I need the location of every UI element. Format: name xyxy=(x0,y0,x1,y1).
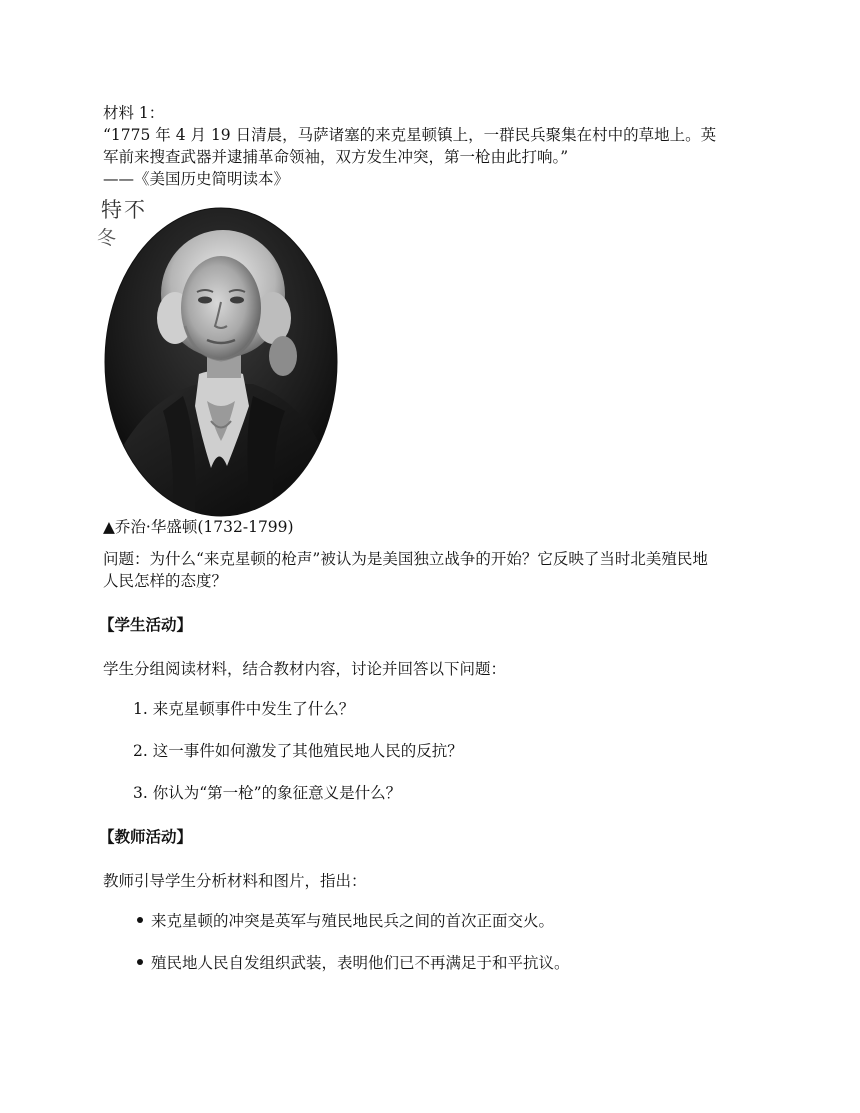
student-activity-intro: 学生分组阅读材料，结合教材内容，讨论并回答以下问题： xyxy=(103,660,507,678)
quote-line: 军前来搜查武器并逮捕革命领袖，双方发生冲突，第一枪由此打响。” xyxy=(103,148,569,166)
question-block xyxy=(103,548,763,592)
material-label: 材料 1： xyxy=(103,104,165,122)
bullet-icon xyxy=(137,959,143,965)
list-item xyxy=(137,952,763,974)
question-line: 问题：为什么“来克星顿的枪声”被认为是美国独立战争的开始？它反映了当时北美殖民地 xyxy=(103,550,708,568)
bullet-icon xyxy=(137,917,143,923)
list-item-text: 殖民地人民自发组织武装，表明他们已不再满足于和平抗议。 xyxy=(151,954,570,972)
calligraphy-row: 冬 xyxy=(97,227,119,249)
teacher-point-list xyxy=(103,910,763,974)
student-question-list xyxy=(103,698,763,804)
list-item: 3. 你认为“第一枪”的象征意义是什么？ xyxy=(133,784,402,802)
teacher-activity-heading: 【教师活动】 xyxy=(99,828,193,846)
portrait-figure xyxy=(97,196,343,516)
material-quote xyxy=(103,124,763,168)
list-item: 1. 来克星顿事件中发生了什么？ xyxy=(133,700,355,718)
student-activity-heading: 【学生活动】 xyxy=(99,616,193,634)
list-item: 2. 这一事件如何激发了其他殖民地人民的反抗？ xyxy=(133,742,463,760)
document-content xyxy=(97,102,763,994)
teacher-activity-intro: 教师引导学生分析材料和图片，指出： xyxy=(103,872,367,890)
washington-portrait-image xyxy=(103,206,339,518)
list-item xyxy=(137,910,763,932)
portrait-caption: ▲乔治·华盛顿(1732-1799) xyxy=(103,518,294,536)
quote-source: ——《美国历史简明读本》 xyxy=(103,170,290,188)
calligraphy-inscription xyxy=(97,196,147,252)
list-item-text: 来克星顿的冲突是英军与殖民地民兵之间的首次正面交火。 xyxy=(151,912,555,930)
quote-line: “1775 年 4 月 19 日清晨，马萨诸塞的来克星顿镇上，一群民兵聚集在村中的草地上。英 xyxy=(103,126,717,144)
calligraphy-row: 特不 xyxy=(101,198,147,222)
question-line: 人民怎样的态度？ xyxy=(103,572,228,590)
